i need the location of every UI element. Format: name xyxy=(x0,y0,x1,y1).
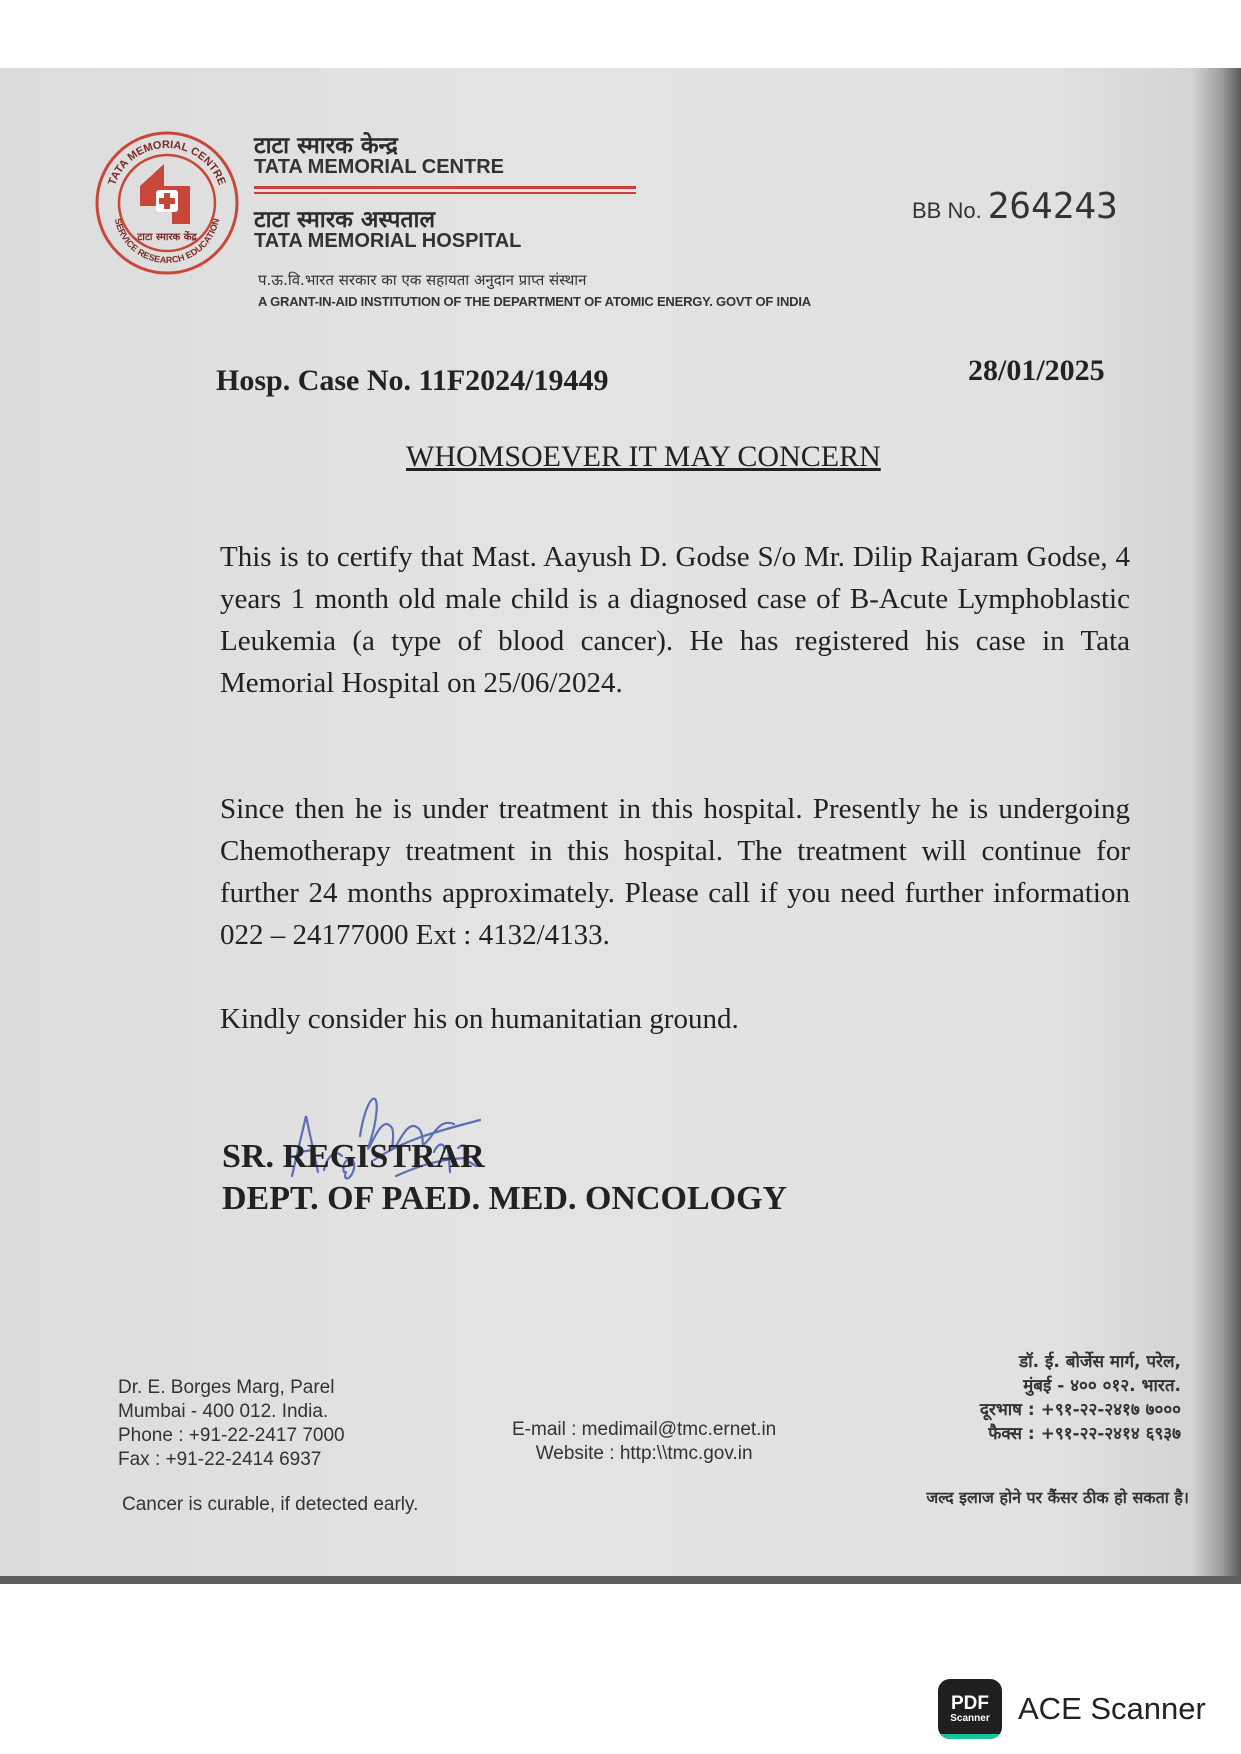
app-icon-sublabel: Scanner xyxy=(950,1712,990,1724)
hospital-case-number: Hosp. Case No. 11F2024/19449 xyxy=(216,364,609,397)
bb-label: BB No. xyxy=(912,198,982,223)
header-divider-secondary xyxy=(254,192,636,194)
scanner-watermark xyxy=(938,1679,1206,1739)
footer-contact xyxy=(512,1418,776,1466)
bb-number: 264243 xyxy=(987,186,1118,227)
page-shadow-edge xyxy=(1193,68,1241,1584)
header-hindi-hospital: टाटा स्मारक अस्पताल xyxy=(254,207,436,233)
footer-address-english xyxy=(118,1376,345,1472)
tmc-logo-icon xyxy=(94,130,240,276)
footer-address-hindi xyxy=(980,1350,1181,1446)
footer-fax: Fax : +91-22-2414 6937 xyxy=(118,1449,322,1470)
body-paragraph-treatment: Since then he is under treatment in this hospital. Presently he is undergoing Chemotherapy treatment in this hospital. The treatment will continue for further 24 months approximately. Please call if you need further information 022 – 24177000 Ext : 4132/4133. xyxy=(220,793,1130,951)
body-paragraph-diagnosis: This is to certify that Mast. Aayush D. Godse S/o Mr. Dilip Rajaram Godse, 4 years 1 month old male child is a diagnosed case of B-Acute Lymphoblastic Leukemia (a type of blood cancer). He has registered his case in Tata Memorial Hospital on 25/06/2024. xyxy=(220,541,1130,699)
footer-email: E-mail : medimail@tmc.ernet.in xyxy=(512,1419,777,1440)
app-icon-label: PDF xyxy=(951,1692,989,1714)
header-hindi-centre: टाटा स्मारक केन्द्र xyxy=(254,133,398,159)
footer-website: Website : http:\\tmc.gov.in xyxy=(535,1443,753,1464)
body-paragraph-request: Kindly consider his on humanitatian ground. xyxy=(220,1003,739,1035)
svg-text:TATA MEMORIAL CENTRE: TATA MEMORIAL CENTRE xyxy=(106,138,228,187)
logo-hindi-text: टाटा स्मारक केंद्र xyxy=(137,232,197,243)
footer-hindi-line: डॉ. ई. बोर्जेस मार्ग, परेल, xyxy=(1019,1352,1181,1372)
bb-number-block xyxy=(912,186,1118,227)
header-english-centre: TATA MEMORIAL CENTRE xyxy=(254,156,504,178)
pdf-scanner-app-icon xyxy=(938,1679,1002,1739)
footer-address-line: Mumbai - 400 012. India. xyxy=(118,1401,329,1422)
footer-hindi-fax: फैक्स : +९१-२२-२४१४ ६९३७ xyxy=(988,1424,1181,1444)
app-icon-accent-bar xyxy=(938,1734,1002,1739)
header-hindi-grant: प.ऊ.वि.भारत सरकार का एक सहायता अनुदान प्राप्त संस्थान xyxy=(258,271,587,289)
letter-sheet xyxy=(0,68,1241,1584)
footer-tagline-hindi: जल्द इलाज होने पर कैंसर ठीक हो सकता है। xyxy=(926,1488,1189,1507)
footer-address-line: Dr. E. Borges Marg, Parel xyxy=(118,1377,335,1398)
header-divider xyxy=(254,186,636,189)
footer-hindi-phone: दूरभाष : +९१-२२-२४१७ ७००० xyxy=(979,1400,1181,1420)
footer-hindi-line: मुंबई - ४०० ०१२. भारत. xyxy=(1023,1376,1181,1396)
letter-subject: WHOMSOEVER IT MAY CONCERN xyxy=(406,440,881,473)
header-english-hospital: TATA MEMORIAL HOSPITAL xyxy=(254,230,522,252)
page-bottom-shadow xyxy=(0,1576,1241,1584)
scanner-app-name: ACE Scanner xyxy=(1018,1691,1206,1726)
svg-text:SERVICE RESEARCH EDUCATION: SERVICE RESEARCH EDUCATION xyxy=(112,217,222,266)
letter-date: 28/01/2025 xyxy=(968,354,1105,387)
signatory-title: SR. REGISTRAR xyxy=(222,1138,485,1175)
footer-tagline-english: Cancer is curable, if detected early. xyxy=(122,1494,419,1515)
signatory-department: DEPT. OF PAED. MED. ONCOLOGY xyxy=(222,1180,788,1217)
header-english-grant: A GRANT-IN-AID INSTITUTION OF THE DEPARTMENT OF ATOMIC ENERGY. GOVT OF INDIA xyxy=(258,294,811,309)
footer-phone: Phone : +91-22-2417 7000 xyxy=(118,1425,345,1446)
